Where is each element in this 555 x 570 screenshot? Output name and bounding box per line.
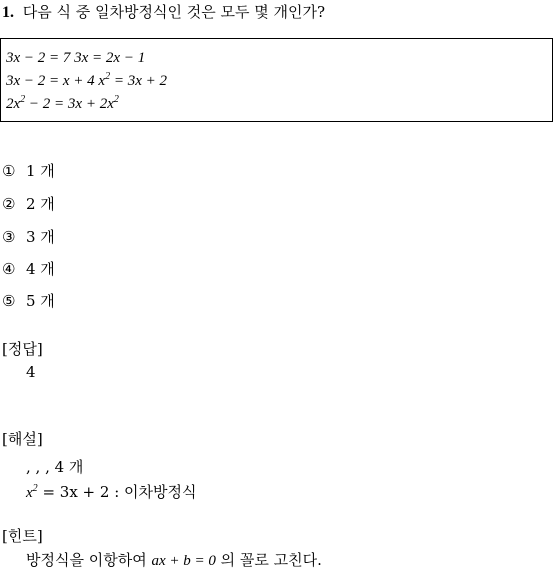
option-2[interactable]: [2, 193, 55, 214]
explanation-line-1: , , , 4 개: [26, 458, 84, 476]
option-mark: ③: [2, 228, 16, 246]
option-1[interactable]: [2, 160, 55, 181]
equation-line-2: 3x − 2 = x + 4 $x^2 = 3x + 2$: [6, 71, 167, 89]
option-mark: ②: [2, 195, 16, 213]
hint-text: 방정식을 이항하여 ax + b = 0 의 꼴로 고친다.: [26, 551, 322, 569]
answer-value: 4: [26, 363, 36, 381]
question-text: 다음 식 중 일차방정식인 것은 모두 몇 개인가?: [22, 3, 326, 21]
option-mark: ⑤: [2, 292, 16, 310]
hint-label: [힌트]: [2, 527, 43, 545]
option-label: 1 개: [26, 162, 55, 180]
option-label: 4 개: [26, 260, 55, 278]
option-label: 2 개: [26, 195, 55, 213]
question-title: [2, 1, 325, 22]
equation-line-3: $2x^2 - 2 = 3x + 2x^2$: [6, 94, 119, 112]
option-mark: ④: [2, 260, 16, 278]
explanation-line-2: $x^2 = 3x + 2$ : 이차방정식: [26, 483, 197, 501]
option-5[interactable]: [2, 290, 55, 311]
equation-box: [0, 38, 553, 122]
option-3[interactable]: [2, 226, 55, 247]
option-4[interactable]: [2, 258, 55, 279]
explanation-label: [해설]: [2, 430, 43, 448]
question-number: 1.: [2, 4, 14, 21]
option-label: 5 개: [26, 292, 55, 310]
option-mark: ①: [2, 162, 16, 180]
option-label: 3 개: [26, 228, 55, 246]
answer-label: [정답]: [2, 340, 43, 358]
equation-line-1: 3x − 2 = 7 3x = 2x − 1: [6, 50, 146, 66]
